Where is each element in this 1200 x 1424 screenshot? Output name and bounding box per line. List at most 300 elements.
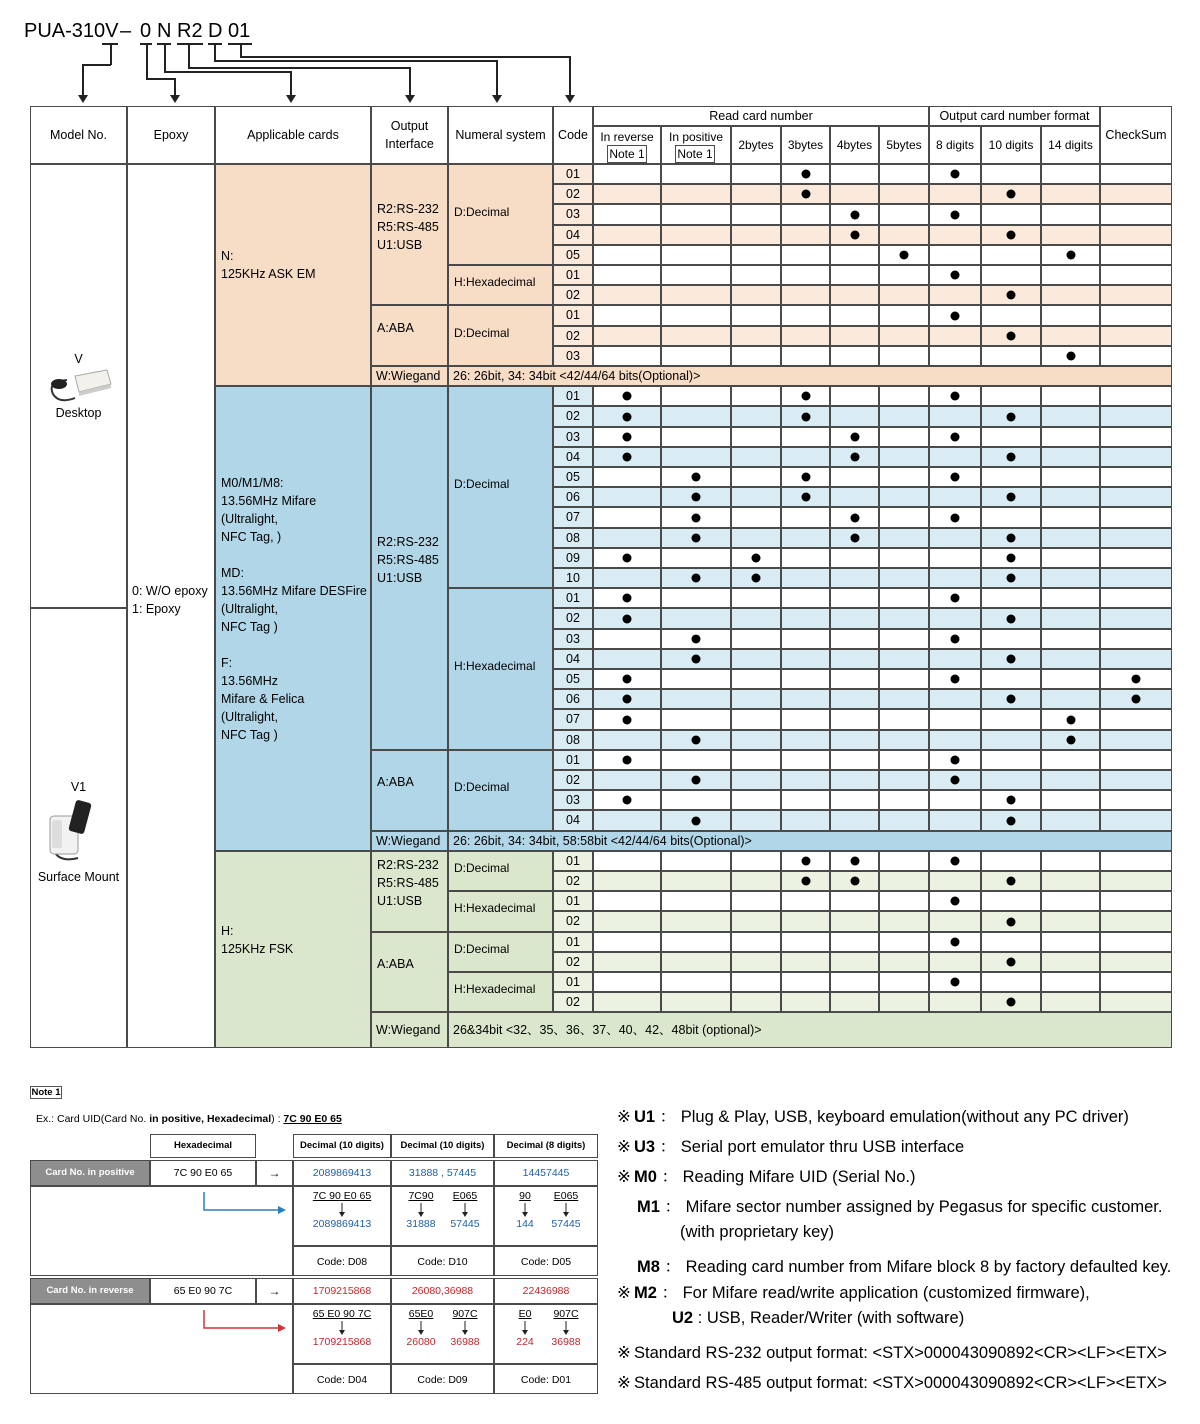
numeral-label: H:Hexadecimal — [454, 659, 536, 673]
ex-b-bot1: 26080 — [406, 1336, 436, 1348]
selection-dot — [1007, 291, 1016, 300]
data-cell — [661, 972, 731, 992]
data-cell — [830, 952, 879, 972]
data-cell — [879, 709, 929, 729]
down-arrow — [461, 1203, 469, 1218]
selection-dot — [951, 513, 960, 522]
header-b3: 3bytes — [787, 138, 824, 152]
header-in-reverse: In reverse — [600, 130, 654, 144]
d10b-value-reverse: 26080,36988 — [411, 1285, 474, 1297]
ex-b-top1: 65E0 — [408, 1308, 434, 1320]
model-name-v1: Surface Mount — [37, 870, 120, 884]
remark-key: U2 — [672, 1309, 694, 1327]
data-cell — [830, 608, 879, 628]
data-cell — [593, 285, 661, 305]
remark-mark: ※ — [617, 1108, 631, 1126]
data-cell — [1100, 548, 1172, 568]
down-arrow — [338, 1203, 346, 1218]
ex-a-bot: 1709215868 — [312, 1336, 372, 1348]
wiegand-label: W:Wiegand — [376, 833, 441, 848]
data-cell — [731, 305, 781, 325]
selection-dot — [692, 473, 701, 482]
data-cell — [1041, 225, 1100, 245]
data-cell — [830, 568, 879, 588]
data-cell — [1041, 810, 1100, 830]
row-label-positive: Card No. in positive — [45, 1167, 135, 1178]
data-cell — [731, 164, 781, 184]
data-cell — [661, 285, 731, 305]
data-cell — [830, 406, 879, 426]
code-a: Code: D08 — [316, 1256, 368, 1268]
data-cell — [1100, 427, 1172, 447]
data-cell — [929, 528, 981, 548]
data-cell — [781, 810, 830, 830]
code-value: 02 — [566, 611, 580, 626]
header-epoxy-label: Epoxy — [153, 128, 189, 142]
part-numeral: D — [208, 20, 223, 42]
code-value: 04 — [566, 449, 580, 464]
data-cell — [929, 245, 981, 265]
data-cell — [981, 386, 1041, 406]
code-value: 07 — [566, 712, 580, 727]
data-cell — [593, 810, 661, 830]
ex-a-top: 65 E0 90 7C — [312, 1308, 372, 1320]
data-cell — [879, 932, 929, 952]
code-value: 01 — [566, 975, 580, 989]
data-cell — [879, 689, 929, 709]
data-cell — [830, 548, 879, 568]
code-value: 03 — [566, 348, 580, 363]
ex-c-bot1: 224 — [516, 1336, 534, 1348]
data-cell — [781, 326, 830, 346]
selection-dot — [623, 695, 632, 704]
data-cell — [981, 265, 1041, 285]
wiegand-label: W:Wiegand — [376, 1023, 441, 1038]
data-cell — [781, 709, 830, 729]
data-cell — [929, 649, 981, 669]
selection-dot — [692, 776, 701, 785]
code-value: 06 — [566, 692, 580, 707]
data-cell — [929, 285, 981, 305]
code-value: 04 — [566, 651, 580, 666]
selection-dot — [1007, 917, 1016, 926]
remark-3 — [637, 1193, 1162, 1217]
remark-text: Mifare sector number assigned by Pegasus for specific customer. — [685, 1198, 1163, 1216]
data-cell — [1041, 164, 1100, 184]
remark-text: For Mifare read/write application (customized firmware), — [682, 1284, 1090, 1302]
row-label-reverse: Card No. in reverse — [46, 1285, 134, 1296]
data-cell — [1041, 649, 1100, 669]
code-b: Code: D09 — [417, 1374, 468, 1386]
data-cell — [781, 952, 830, 972]
code-c: Code: D05 — [520, 1256, 572, 1268]
note-col-label: Hexadecimal — [173, 1140, 233, 1151]
selection-dot — [692, 493, 701, 502]
part-card: N — [157, 20, 172, 42]
data-cell — [1100, 851, 1172, 871]
data-cell — [929, 184, 981, 204]
selection-dot — [951, 594, 960, 603]
selection-dot — [623, 392, 632, 401]
data-cell — [1041, 629, 1100, 649]
code-value: 02 — [566, 995, 580, 1010]
code-value: 02 — [566, 187, 580, 202]
selection-dot — [951, 170, 960, 179]
data-cell — [731, 225, 781, 245]
data-cell — [731, 810, 781, 830]
data-cell — [731, 689, 781, 709]
remark-6 — [617, 1279, 1090, 1303]
data-cell — [981, 891, 1041, 911]
remark-text: Serial port emulator thru USB interface — [680, 1138, 965, 1156]
note-col-label: Decimal (10 digits) — [300, 1140, 384, 1151]
ex-c-bot2: 57445 — [551, 1218, 581, 1230]
data-cell — [879, 608, 929, 628]
selection-dot — [752, 574, 761, 583]
remark-sep: ： — [655, 1108, 681, 1126]
numeral-label: D:Decimal — [454, 477, 510, 492]
ex-c-top2: E065 — [553, 1190, 579, 1202]
data-cell — [879, 204, 929, 224]
selection-dot — [1007, 493, 1016, 502]
data-cell — [593, 507, 661, 527]
d10b-value-positive: 31888 , 57445 — [408, 1167, 477, 1179]
selection-dot — [1007, 574, 1016, 583]
data-cell — [929, 689, 981, 709]
data-cell — [731, 911, 781, 931]
selection-dot — [1007, 877, 1016, 886]
data-cell — [879, 810, 929, 830]
remark-mark: ※ — [617, 1284, 631, 1302]
data-cell — [929, 608, 981, 628]
selection-dot — [951, 392, 960, 401]
selection-dot — [850, 533, 859, 542]
data-cell — [1100, 305, 1172, 325]
data-cell — [661, 588, 731, 608]
data-cell — [1041, 790, 1100, 810]
selection-dot — [850, 230, 859, 239]
down-arrow — [417, 1203, 425, 1218]
remark-key: M2 — [634, 1284, 657, 1302]
remark-key: U3 — [634, 1138, 656, 1156]
data-cell — [1041, 285, 1100, 305]
selection-dot — [623, 715, 632, 724]
data-cell — [731, 972, 781, 992]
data-cell — [981, 750, 1041, 770]
code-value: 04 — [566, 813, 580, 828]
data-cell — [1100, 346, 1172, 366]
data-cell — [929, 810, 981, 830]
remark-mark: ※ — [617, 1344, 631, 1362]
data-cell — [661, 386, 731, 406]
selection-dot — [1007, 412, 1016, 421]
data-cell — [1041, 952, 1100, 972]
ex-a-bot: 2089869413 — [312, 1218, 372, 1230]
data-cell — [879, 952, 929, 972]
code-value: 05 — [566, 470, 580, 484]
data-cell — [1100, 285, 1172, 305]
selection-dot — [623, 755, 632, 764]
data-cell — [593, 225, 661, 245]
header-read-group-label: Read card number — [709, 109, 813, 123]
data-cell — [781, 932, 830, 952]
data-cell — [981, 588, 1041, 608]
data-cell — [731, 326, 781, 346]
d8-value-reverse: 22436988 — [522, 1285, 570, 1297]
wiegand-desc: 26&34bit <32、35、36、37、40、42、48bit (optional)> — [453, 1023, 762, 1038]
selection-dot — [801, 190, 810, 199]
selection-dot — [801, 473, 810, 482]
selection-dot — [1007, 816, 1016, 825]
data-cell — [661, 932, 731, 952]
selection-dot — [1007, 230, 1016, 239]
ex-a-top: 7C 90 E0 65 — [312, 1190, 372, 1202]
header-output-label: Output Interface — [385, 119, 434, 151]
data-cell — [593, 265, 661, 285]
data-cell — [661, 265, 731, 285]
selection-dot — [801, 392, 810, 401]
down-arrow — [521, 1203, 529, 1218]
data-cell — [593, 992, 661, 1012]
data-cell — [1100, 932, 1172, 952]
data-cell — [1041, 326, 1100, 346]
interface-label: A:ABA — [377, 957, 414, 971]
remark-key: M1 — [637, 1198, 660, 1216]
interface-label: R2:RS-232 R5:RS-485 U1:USB — [377, 201, 439, 252]
part-dash: – — [120, 20, 132, 42]
interface-label: A:ABA — [377, 775, 414, 790]
selection-dot — [951, 897, 960, 906]
data-cell — [879, 528, 929, 548]
data-cell — [1100, 952, 1172, 972]
header-b5: 5bytes — [886, 138, 922, 152]
data-cell — [929, 406, 981, 426]
data-cell — [1100, 891, 1172, 911]
ex-b-bot1: 31888 — [406, 1218, 436, 1230]
data-cell — [781, 507, 830, 527]
data-cell — [781, 669, 830, 689]
data-cell — [731, 730, 781, 750]
code-value: 03 — [566, 793, 580, 808]
data-cell — [1100, 528, 1172, 548]
header-d10: 10 digits — [988, 138, 1034, 152]
data-cell — [1041, 972, 1100, 992]
surface-reader-image — [42, 796, 112, 846]
data-cell — [731, 629, 781, 649]
data-cell — [1100, 790, 1172, 810]
data-cell — [1041, 265, 1100, 285]
data-cell — [981, 669, 1041, 689]
data-cell — [781, 689, 830, 709]
selection-dot — [752, 553, 761, 562]
header-d14: 14 digits — [1048, 138, 1093, 152]
code-value: 06 — [566, 490, 580, 505]
cards-label: M0/M1/M8: 13.56MHz Mifare (Ultralight, NFC Tag, ) MD: 13.56MHz Mifare DESFire (Ultralight, NFC Tag ) F: 13.56MHz Mifare & Felica (Ultralight, NFC Tag ) — [221, 475, 367, 742]
data-cell — [593, 164, 661, 184]
data-cell — [879, 285, 929, 305]
ex-b-top2: 907C — [452, 1308, 478, 1320]
remark-text: Reading Mifare UID (Serial No.) — [682, 1168, 916, 1186]
selection-dot — [1066, 250, 1075, 259]
numeral-label: D:Decimal — [454, 780, 510, 795]
data-cell — [879, 568, 929, 588]
d10a-value-positive: 2089869413 — [312, 1167, 372, 1179]
data-cell — [1100, 225, 1172, 245]
data-cell — [830, 164, 879, 184]
data-cell — [731, 932, 781, 952]
numeral-label: D:Decimal — [454, 204, 510, 219]
ex-b-bot2: 36988 — [450, 1336, 480, 1348]
data-cell — [781, 588, 830, 608]
data-cell — [661, 851, 731, 871]
data-cell — [731, 265, 781, 285]
data-cell — [781, 629, 830, 649]
data-cell — [593, 184, 661, 204]
remark-key: M0 — [634, 1168, 657, 1186]
code-value: 01 — [566, 752, 580, 767]
remark-8 — [617, 1343, 1167, 1363]
data-cell — [1041, 871, 1100, 891]
selection-dot — [1007, 998, 1016, 1007]
data-cell — [981, 851, 1041, 871]
data-cell — [593, 528, 661, 548]
data-cell — [830, 891, 879, 911]
selection-dot — [900, 250, 909, 259]
data-cell — [731, 427, 781, 447]
data-cell — [981, 204, 1041, 224]
data-cell — [1041, 204, 1100, 224]
selection-dot — [951, 210, 960, 219]
header-in-positive: In positive — [668, 130, 724, 144]
data-cell — [731, 528, 781, 548]
data-cell — [731, 790, 781, 810]
part-prefix: PUA-310V — [24, 20, 119, 42]
remark-text: Standard RS-232 output format: <STX>000043090892<CR><LF><ETX> — [634, 1344, 1167, 1362]
data-cell — [593, 649, 661, 669]
epoxy-label: 0: W/O epoxy 1: Epoxy — [132, 584, 208, 616]
selection-dot — [951, 755, 960, 764]
data-cell — [981, 346, 1041, 366]
data-cell — [981, 305, 1041, 325]
numeral-label: D:Decimal — [454, 941, 510, 956]
code-value: 03 — [566, 207, 580, 222]
data-cell — [981, 245, 1041, 265]
data-cell — [781, 568, 830, 588]
code-value: 08 — [566, 530, 580, 545]
data-cell — [1041, 911, 1100, 931]
ex-c-top1: E0 — [518, 1308, 532, 1320]
selection-dot — [801, 877, 810, 886]
hex-value-positive: 7C 90 E0 65 — [173, 1167, 233, 1179]
data-cell — [830, 346, 879, 366]
example-value: 7C 90 E0 65 — [283, 1113, 342, 1125]
code-value: 02 — [566, 954, 580, 969]
code-value: 05 — [566, 672, 580, 686]
remark-text: USB, Reader/Writer (with software) — [706, 1309, 965, 1327]
selection-dot — [1007, 452, 1016, 461]
data-cell — [593, 770, 661, 790]
data-cell — [981, 972, 1041, 992]
data-cell — [781, 790, 830, 810]
selection-dot — [1132, 695, 1141, 704]
code-value: 02 — [566, 773, 580, 787]
data-cell — [1041, 507, 1100, 527]
ex-c-top2: 907C — [553, 1308, 579, 1320]
data-cell — [731, 770, 781, 790]
remark-sep: ： — [659, 1258, 686, 1276]
data-cell — [661, 992, 731, 1012]
code-value: 01 — [566, 308, 580, 323]
selection-dot — [1007, 654, 1016, 663]
data-cell — [1100, 629, 1172, 649]
selection-dot — [801, 493, 810, 502]
code-value: 03 — [566, 631, 580, 646]
selection-dot — [692, 735, 701, 744]
data-cell — [593, 305, 661, 325]
data-cell — [1100, 911, 1172, 931]
selection-dot — [623, 594, 632, 603]
data-cell — [781, 245, 830, 265]
selection-dot — [623, 432, 632, 441]
data-cell — [929, 447, 981, 467]
selection-dot — [951, 432, 960, 441]
part-epoxy: 0 — [140, 20, 152, 42]
code-value: 02 — [566, 328, 580, 343]
data-cell — [879, 629, 929, 649]
note-col-label: Decimal (8 digits) — [506, 1140, 586, 1151]
data-cell — [731, 851, 781, 871]
remark-4 — [680, 1223, 834, 1242]
data-cell — [879, 992, 929, 1012]
code-value: 04 — [566, 227, 580, 242]
data-cell — [1041, 851, 1100, 871]
data-cell — [830, 467, 879, 487]
data-cell — [1100, 204, 1172, 224]
code-value: 08 — [566, 732, 580, 747]
data-cell — [781, 305, 830, 325]
data-cell — [879, 164, 929, 184]
data-cell — [1041, 447, 1100, 467]
selection-dot — [692, 654, 701, 663]
data-cell — [593, 932, 661, 952]
data-cell — [981, 730, 1041, 750]
data-cell — [593, 568, 661, 588]
down-arrow — [461, 1321, 469, 1336]
data-cell — [830, 911, 879, 931]
data-cell — [1100, 447, 1172, 467]
ex-c-bot1: 144 — [516, 1218, 534, 1230]
data-cell — [830, 629, 879, 649]
code-value: 02 — [566, 409, 580, 424]
interface-label: R2:RS-232 R5:RS-485 U1:USB — [377, 858, 439, 909]
code-value: 01 — [566, 894, 580, 909]
data-cell — [661, 548, 731, 568]
remark-2 — [617, 1163, 916, 1187]
data-cell — [593, 972, 661, 992]
example-bold: in positive, Hexadecimal — [149, 1113, 272, 1125]
data-cell — [781, 427, 830, 447]
data-cell — [661, 346, 731, 366]
data-cell — [593, 326, 661, 346]
data-cell — [661, 608, 731, 628]
data-cell — [1041, 568, 1100, 588]
example-suffix: ) : — [271, 1113, 284, 1125]
data-cell — [1100, 588, 1172, 608]
data-cell — [661, 184, 731, 204]
data-cell — [731, 871, 781, 891]
data-cell — [1041, 992, 1100, 1012]
code-value: 01 — [566, 934, 580, 949]
